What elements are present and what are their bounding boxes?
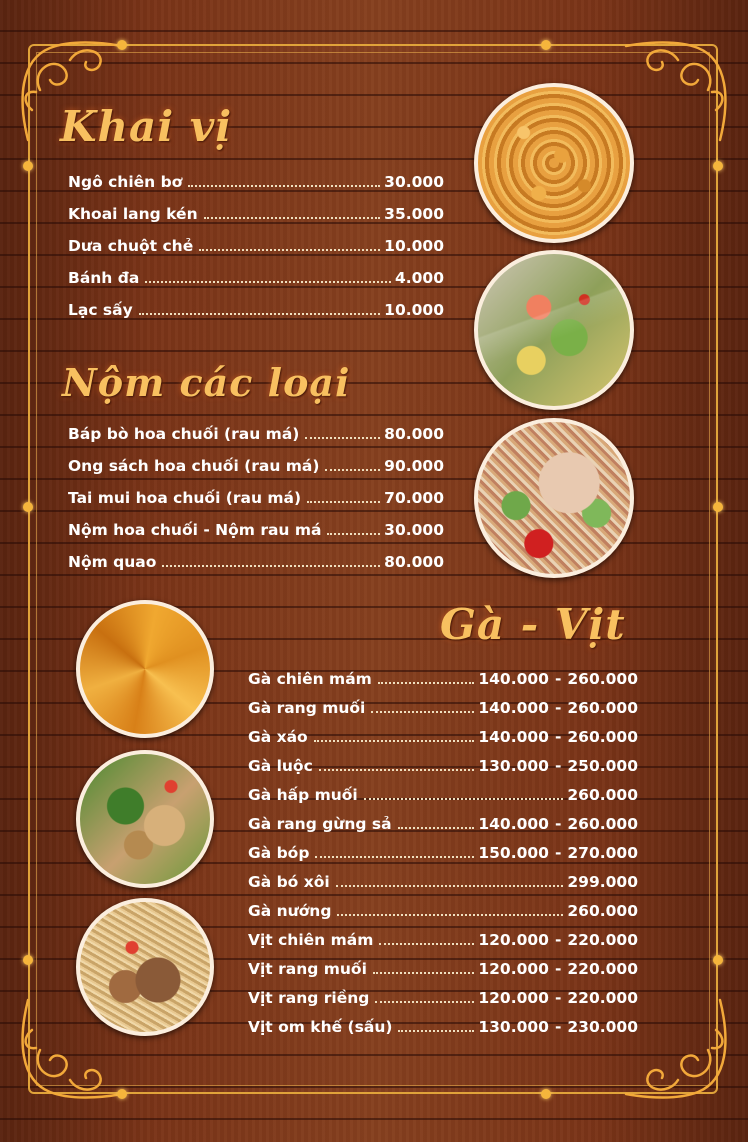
item-name: Bánh đa (68, 269, 140, 287)
item-price-high: 260.000 (567, 786, 638, 804)
item-price-high: 299.000 (567, 873, 638, 891)
leader-dots (327, 533, 380, 535)
menu-item: Vịt chiên mám 120.000 - 220.000 (248, 931, 638, 949)
item-price-high: 260.000 (567, 728, 638, 746)
item-name: Gà bó xôi (248, 873, 330, 891)
item-price-high: 250.000 (567, 757, 638, 775)
item-name: Khoai lang kén (68, 205, 198, 223)
section-title-nom: Nộm các loại (62, 360, 351, 405)
leader-dots (188, 185, 380, 187)
item-price-low: 140.000 (478, 670, 549, 688)
item-price: 30.000 (384, 173, 444, 191)
frame-dot (713, 955, 723, 965)
photo-duck-dish (76, 898, 214, 1036)
item-price-low: 140.000 (478, 699, 549, 717)
menu-item (68, 425, 444, 443)
leader-dots (378, 682, 475, 684)
item-name: Vịt chiên mám (248, 931, 374, 949)
item-price-low: 120.000 (478, 960, 549, 978)
item-price-low: 140.000 (478, 728, 549, 746)
menu-item (248, 873, 638, 891)
menu-item: Gà bóp 150.000 - 270.000 (248, 844, 638, 862)
menu-item: Vịt rang riềng 120.000 - 220.000 (248, 989, 638, 1007)
menu-item (68, 301, 444, 319)
menu-item (68, 457, 444, 475)
leader-dots (379, 943, 474, 945)
item-name: Dưa chuột chẻ (68, 237, 194, 255)
leader-dots (204, 217, 381, 219)
menu-item: Gà rang muối 140.000 - 260.000 (248, 699, 638, 717)
item-price-high: 220.000 (567, 931, 638, 949)
leader-dots (398, 827, 475, 829)
item-price-high: 270.000 (567, 844, 638, 862)
photo-fried-snack (76, 600, 214, 738)
menu-item (248, 902, 638, 920)
frame-dot (23, 502, 33, 512)
item-price: 10.000 (384, 237, 444, 255)
menu-item (68, 553, 444, 571)
item-name: Gà nướng (248, 902, 332, 920)
item-price: 90.000 (384, 457, 444, 475)
frame-dot (713, 502, 723, 512)
leader-dots (319, 769, 475, 771)
item-name: Gà xáo (248, 728, 308, 746)
leader-dots (162, 565, 380, 567)
menu-item: Gà luộc 130.000 - 250.000 (248, 757, 638, 775)
leader-dots (371, 711, 474, 713)
item-name: Nộm hoa chuối - Nộm rau má (68, 521, 322, 539)
item-price-low: 120.000 (478, 989, 549, 1007)
menu-item (248, 786, 638, 804)
item-name: Gà rang gừng sả (248, 815, 392, 833)
leader-dots (139, 313, 380, 315)
item-name: Nộm quao (68, 553, 157, 571)
menu-item (68, 521, 444, 539)
section-title-khai-vi: Khai vị (60, 102, 233, 151)
item-price-high: 260.000 (567, 699, 638, 717)
item-name: Báp bò hoa chuối (rau má) (68, 425, 300, 443)
item-price-low: 140.000 (478, 815, 549, 833)
item-price: 80.000 (384, 425, 444, 443)
frame-dot (713, 161, 723, 171)
frame-dot (541, 40, 551, 50)
leader-dots (398, 1030, 474, 1032)
frame-dot (23, 955, 33, 965)
item-price: 70.000 (384, 489, 444, 507)
menu-item (68, 237, 444, 255)
item-price-low: 120.000 (478, 931, 549, 949)
corner-ornament-bottom-right (618, 990, 738, 1110)
leader-dots (336, 885, 564, 887)
item-price-low: 130.000 (478, 1018, 549, 1036)
leader-dots (364, 798, 564, 800)
frame-dot (23, 161, 33, 171)
item-name: Vịt rang muối (248, 960, 367, 978)
frame-dot (541, 1089, 551, 1099)
item-name: Gà hấp muối (248, 786, 358, 804)
leader-dots (325, 469, 380, 471)
item-name: Ong sách hoa chuối (rau má) (68, 457, 320, 475)
item-price-high: 230.000 (567, 1018, 638, 1036)
item-name: Vịt om khế (sấu) (248, 1018, 393, 1036)
frame-dot (117, 1089, 127, 1099)
menu-item (68, 205, 444, 223)
item-price-high: 220.000 (567, 989, 638, 1007)
photo-mixed-salad (474, 418, 634, 578)
item-price-high: 260.000 (567, 815, 638, 833)
leader-dots (305, 437, 380, 439)
section-title-ga-vit: Gà - Vịt (440, 600, 626, 649)
menu-item: Gà chiên mám 140.000 - 260.000 (248, 670, 638, 688)
item-name: Gà bóp (248, 844, 310, 862)
menu-item: Gà rang gừng sả 140.000 - 260.000 (248, 815, 638, 833)
leader-dots (375, 1001, 474, 1003)
item-name: Tai mui hoa chuối (rau má) (68, 489, 302, 507)
item-name: Gà rang muối (248, 699, 366, 717)
corner-ornament-top-right (618, 30, 738, 150)
leader-dots (145, 281, 391, 283)
item-price: 35.000 (384, 205, 444, 223)
menu-item: Vịt om khế (sấu) 130.000 - 230.000 (248, 1018, 638, 1036)
item-price-high: 220.000 (567, 960, 638, 978)
item-name: Ngô chiên bơ (68, 173, 183, 191)
menu-item (68, 269, 444, 287)
photo-fried-corn (474, 83, 634, 243)
leader-dots (307, 501, 380, 503)
menu-item (68, 489, 444, 507)
item-price: 4.000 (394, 269, 444, 287)
item-price-high: 260.000 (567, 670, 638, 688)
leader-dots (337, 914, 563, 916)
item-price: 30.000 (384, 521, 444, 539)
item-price-low: 150.000 (478, 844, 549, 862)
menu-item (68, 173, 444, 191)
menu-item: Vịt rang muối 120.000 - 220.000 (248, 960, 638, 978)
item-name: Lạc sấy (68, 301, 133, 319)
leader-dots (315, 856, 474, 858)
photo-boiled-chicken (76, 750, 214, 888)
leader-dots (373, 972, 474, 974)
photo-banana-flower-salad (474, 250, 634, 410)
item-price: 10.000 (384, 301, 444, 319)
item-name: Vịt rang riềng (248, 989, 370, 1007)
item-price: 80.000 (384, 553, 444, 571)
item-name: Gà chiên mám (248, 670, 372, 688)
menu-item: Gà xáo 140.000 - 260.000 (248, 728, 638, 746)
item-name: Gà luộc (248, 757, 313, 775)
leader-dots (314, 740, 475, 742)
item-price-low: 130.000 (478, 757, 549, 775)
item-price-high: 260.000 (567, 902, 638, 920)
frame-dot (117, 40, 127, 50)
leader-dots (199, 249, 380, 251)
